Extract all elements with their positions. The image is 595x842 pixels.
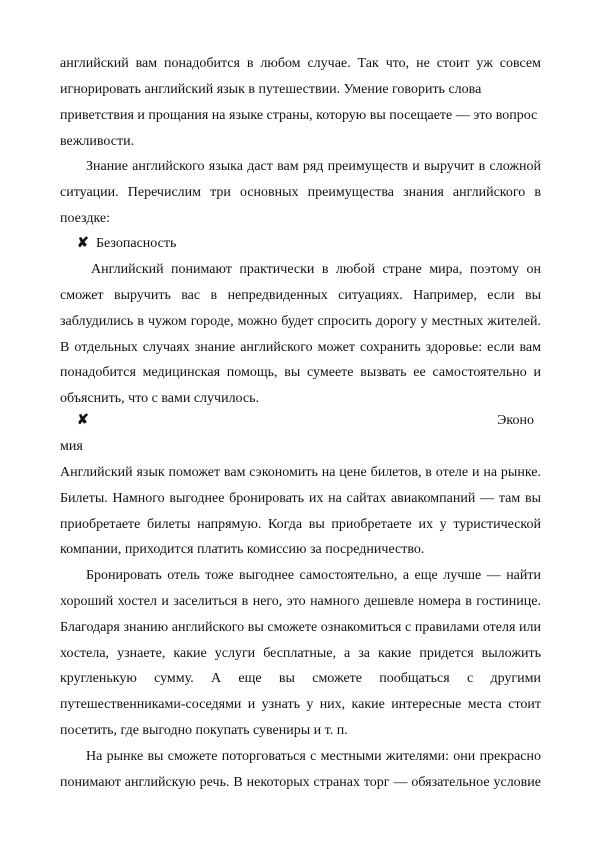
text-line: компании, приходится платить комиссию за посредничество. [60,542,425,557]
text-line: Бронировать отель тоже выгоднее самостоятельно, а еще лучше — найти [86,568,541,583]
text-line: Знание английского языка даст вам ряд преимуществ и выручит в сложной [86,159,541,174]
bullet-label: Эконо [497,413,534,428]
text-line: игнорировать английский язык в путешествии. Умение говорить слова [60,82,482,97]
text-line: На рынке вы сможете поторговаться с местными жителями: они прекрасно [86,749,541,764]
text-line: Английский понимают практически в любой стране мира, поэтому он [91,262,541,277]
text-line: В отдельных случаях знание английского может сохранить здоровье: если вам [60,340,541,355]
text-line: приобретаете билеты напрямую. Когда вы приобретаете их у туристической [60,517,541,532]
bullet-item-economy [60,413,541,429]
text-line: ситуации. Перечислим три основных преимущества знания английского в [60,185,541,200]
text-line: посетить, где выгодно покупать сувениры и т. п. [60,723,348,738]
text-line: заблудились в чужом городе, можно будет спросить дорогу у местных жителей. [60,314,541,329]
bullet-label: Безопасность [96,236,177,251]
text-line: Английский язык поможет вам сэкономить на цене билетов, в отеле и на рынке. [60,465,541,480]
cross-bullet-icon: ✘ [77,413,89,428]
text-line: сможет выручить вас в непредвиденных ситуациях. Например, если вы [60,288,541,303]
text-line: кругленькую сумму. А еще вы сможете пообщаться с другими [60,671,541,686]
text-line: понадобится медицинская помощь, вы сумеете вызвать ее самостоятельно и [60,365,541,380]
text-line: английский вам понадобится в любом случае. Так что, не стоит уж совсем [60,56,541,71]
text-line: путешественниками-соседями и узнать у них, какие интересные места стоит [60,697,541,712]
text-line: приветствия и прощания на языке страны, которую вы посещаете — это вопрос [60,108,538,123]
text-line: понимают английскую речь. В некоторых странах торг — обязательное условие [60,775,541,790]
text-line: поездке: [60,211,111,226]
text-line: Благодаря знанию английского вы сможете ознакомиться с правилами отеля или [60,620,541,635]
cross-bullet-icon: ✘ [77,236,89,251]
bullet-item-safety [60,236,541,252]
text-line: Билеты. Намного выгоднее бронировать их на сайтах авиакомпаний — там вы [60,491,541,506]
text-line: хороший хостел и заселиться в него, это намного дешевле номера в гостинице. [60,594,541,609]
text-line: мия [60,439,83,454]
text-line: объяснить, что с вами случилось. [60,391,260,406]
text-line: хостела, узнаете, какие услуги бесплатные, а за какие придется выложить [60,646,541,661]
text-line: вежливости. [60,134,135,149]
